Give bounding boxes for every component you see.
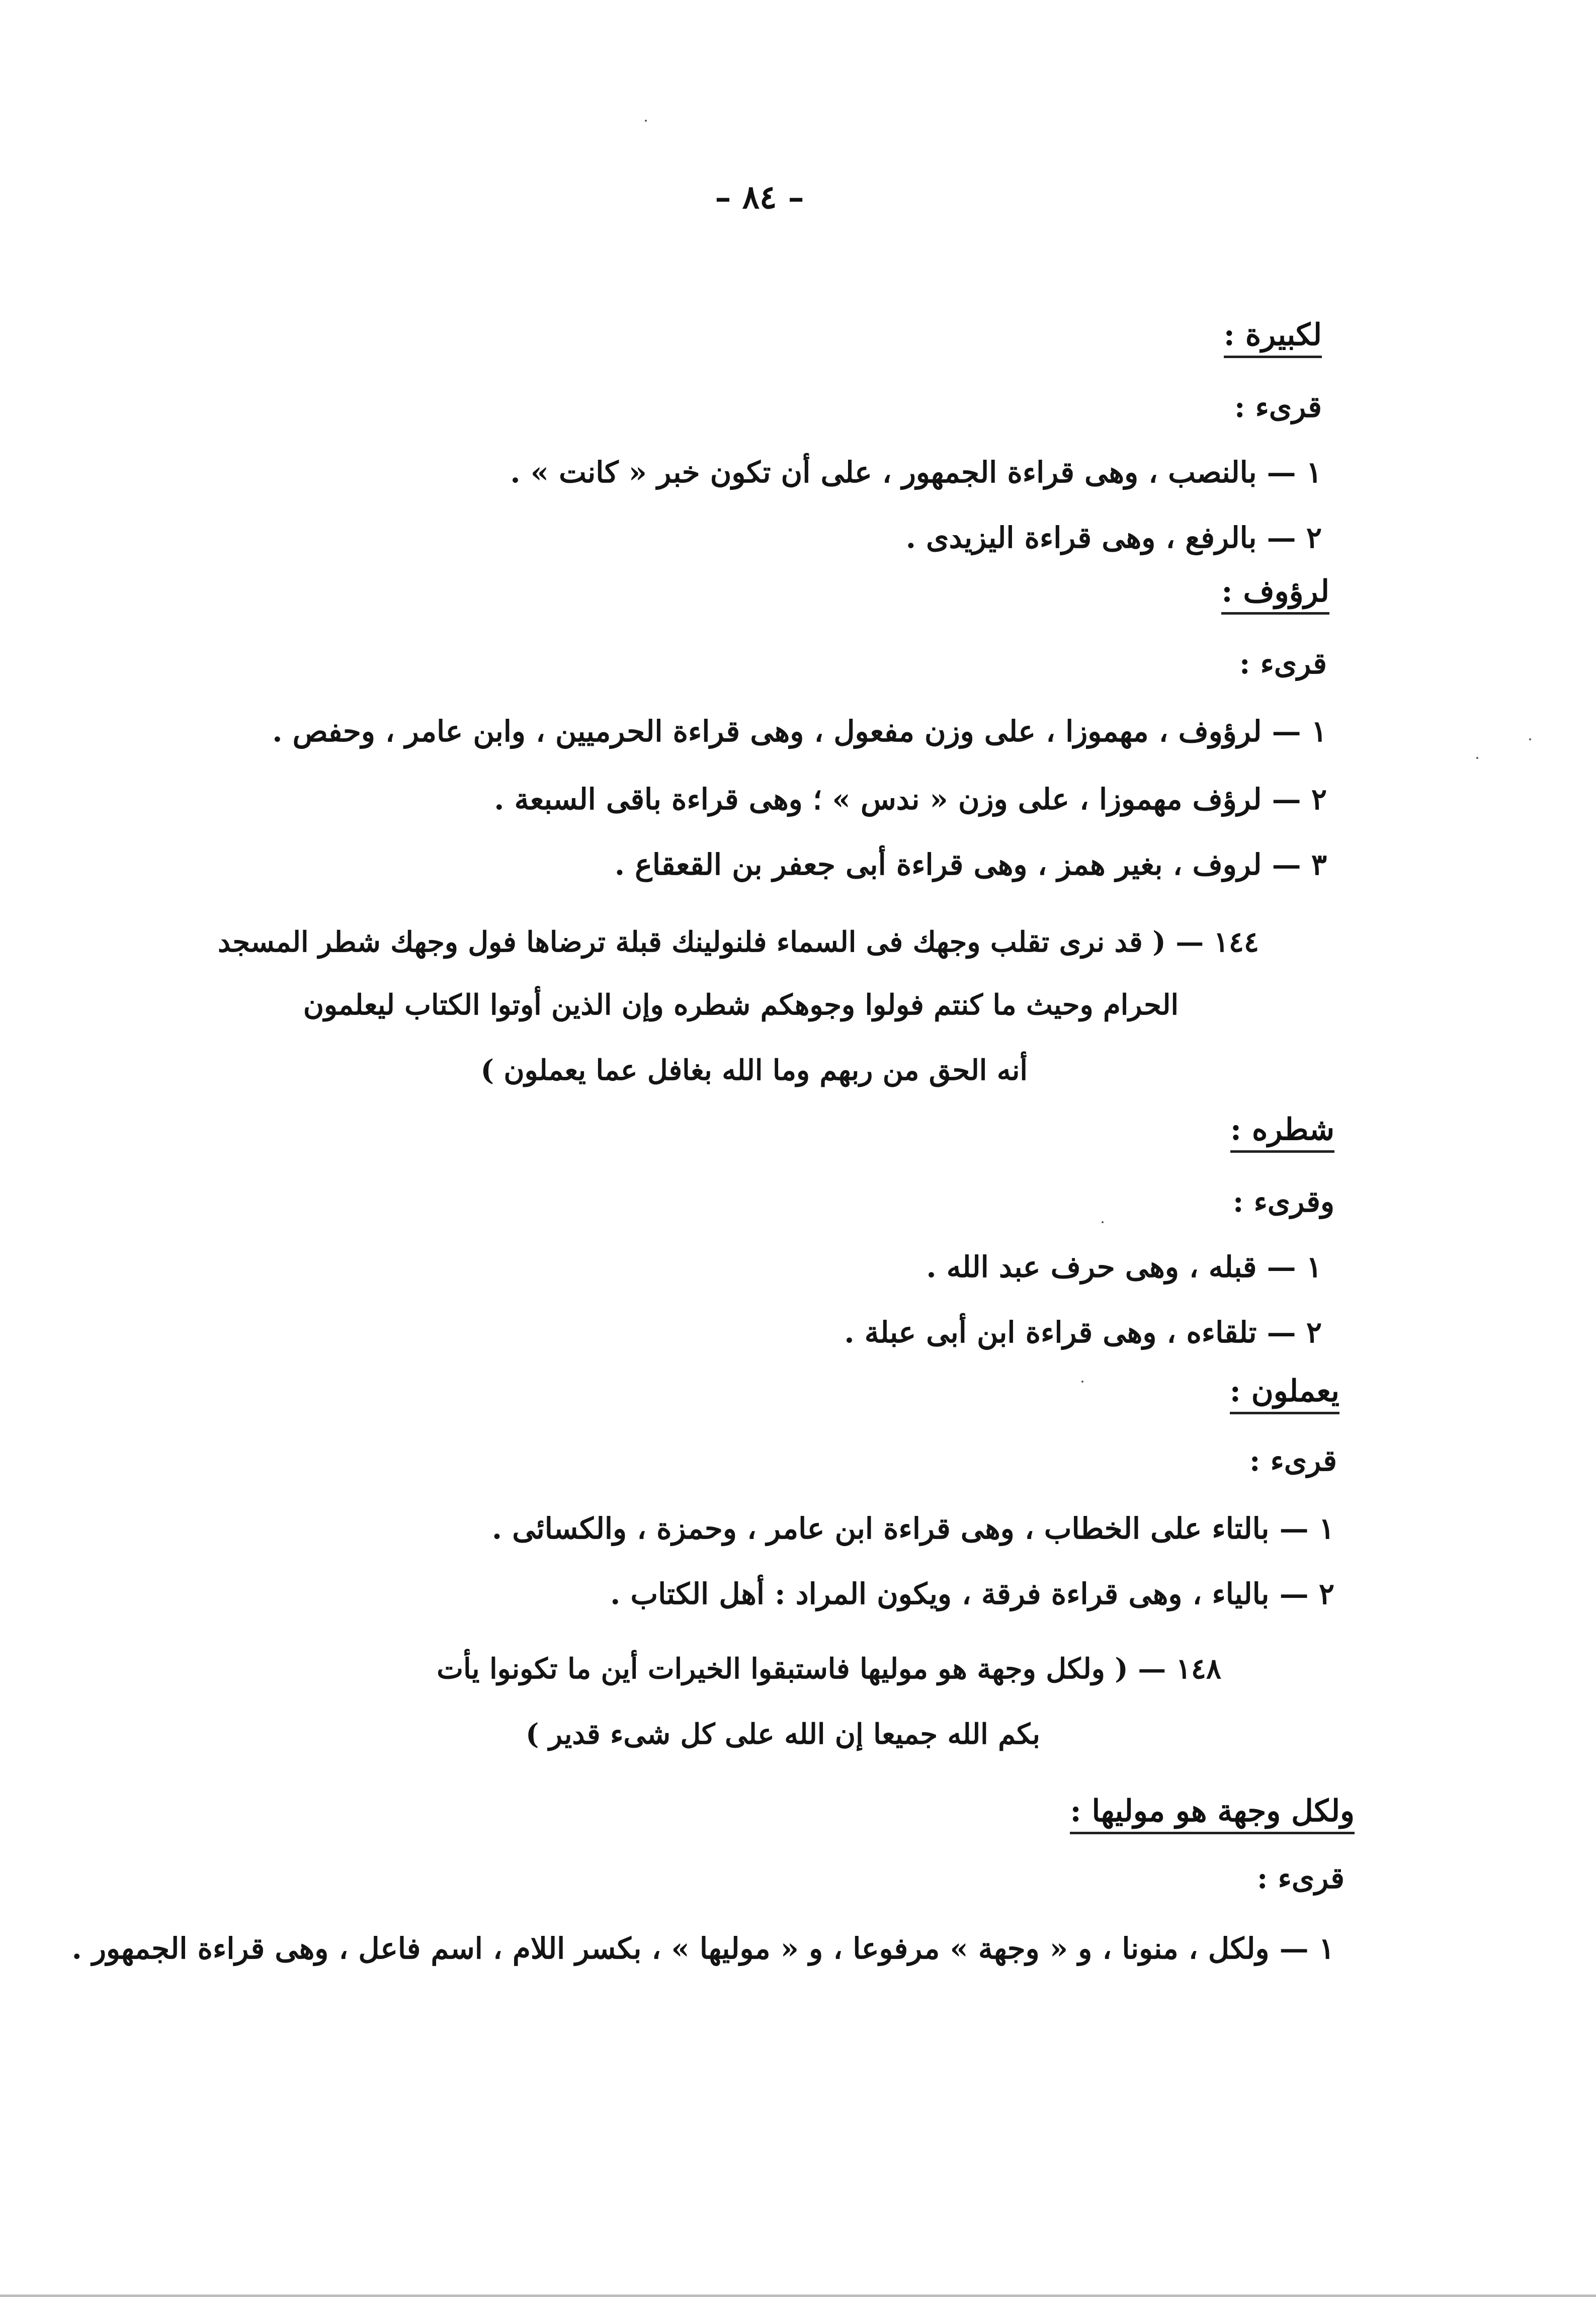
section-heading-yaamaloon — [1230, 1373, 1339, 1409]
list-item: ٢ — بالياء ، وهى قراءة فرقة ، ويكون المراد : أهل الكتاب . — [610, 1577, 1334, 1611]
section-heading-text: ولكل وجهة هو موليها : — [1070, 1794, 1355, 1834]
list-item: ١ — قبله ، وهى حرف عبد الله . — [926, 1250, 1322, 1284]
scan-speck — [645, 120, 647, 122]
page-bottom-border — [0, 2294, 1596, 2297]
scan-speck — [1476, 757, 1478, 759]
verse-line: بكم الله جميعا إن الله على كل شىء قدير ) — [525, 1718, 1040, 1751]
page-number: – ٨٤ – — [715, 179, 804, 216]
section-subheading: قرىء : — [1257, 1861, 1345, 1895]
list-item: ٢ — لرؤف مهموزا ، على وزن « ندس » ؛ وهى قراءة باقى السبعة . — [494, 782, 1327, 816]
section-heading-text: لكبيرة : — [1224, 317, 1322, 358]
section-subheading: قرىء : — [1249, 1443, 1337, 1478]
list-item: ١ — ولكل ، منونا ، و « وجهة » مرفوعا ، و « موليها » ، بكسر اللام ، اسم فاعل ، وهى قراءة الجمهور . — [71, 1931, 1334, 1966]
list-item: ٢ — بالرفع ، وهى قراءة اليزيدى . — [905, 521, 1322, 555]
section-subheading: قرىء : — [1239, 646, 1327, 680]
scan-speck — [1529, 738, 1531, 740]
scan-speck — [1102, 1221, 1104, 1223]
list-item: ١ — بالنصب ، وهى قراءة الجمهور ، على أن تكون خبر « كانت » . — [510, 455, 1322, 489]
list-item: ١ — لرؤوف ، مهموزا ، على وزن مفعول ، وهى قراءة الحرميين ، وابن عامر ، وحفص . — [272, 714, 1327, 748]
list-item: ١ — بالتاء على الخطاب ، وهى قراءة ابن عامر ، وحمزة ، والكسائى . — [491, 1511, 1334, 1546]
verse-line: أنه الحق من ربهم وما الله بغافل عما يعملون ) — [480, 1054, 1028, 1087]
verse-line: الحرام وحيث ما كنتم فولوا وجوهكم شطره وإن الذين أوتوا الكتاب ليعلمون — [303, 988, 1179, 1022]
section-heading-text: لرؤوف : — [1221, 574, 1329, 615]
section-subheading: وقرىء : — [1232, 1184, 1334, 1219]
verse-line: ١٤٤ — ( قد نرى تقلب وجهك فى السماء فلنولينك قبلة ترضاها فول وجهك شطر المسجد — [218, 925, 1259, 959]
section-heading-walikullin — [1070, 1793, 1355, 1829]
scan-speck — [1081, 1381, 1083, 1383]
list-item: ٢ — تلقاءه ، وهى قراءة ابن أبى عبلة . — [844, 1315, 1322, 1349]
section-heading-shatrah — [1230, 1112, 1334, 1148]
section-heading-text: يعملون : — [1230, 1374, 1339, 1414]
section-heading-laraoof — [1221, 573, 1329, 610]
list-item: ٣ — لروف ، بغير همز ، وهى قراءة أبى جعفر بن القعقاع . — [614, 847, 1327, 882]
section-heading-text: شطره : — [1230, 1112, 1334, 1153]
section-heading-lakabira — [1224, 317, 1322, 353]
verse-line: ١٤٨ — ( ولكل وجهة هو موليها فاستبقوا الخيرات أين ما تكونوا يأت — [437, 1652, 1221, 1685]
section-subheading: قرىء : — [1234, 390, 1322, 424]
